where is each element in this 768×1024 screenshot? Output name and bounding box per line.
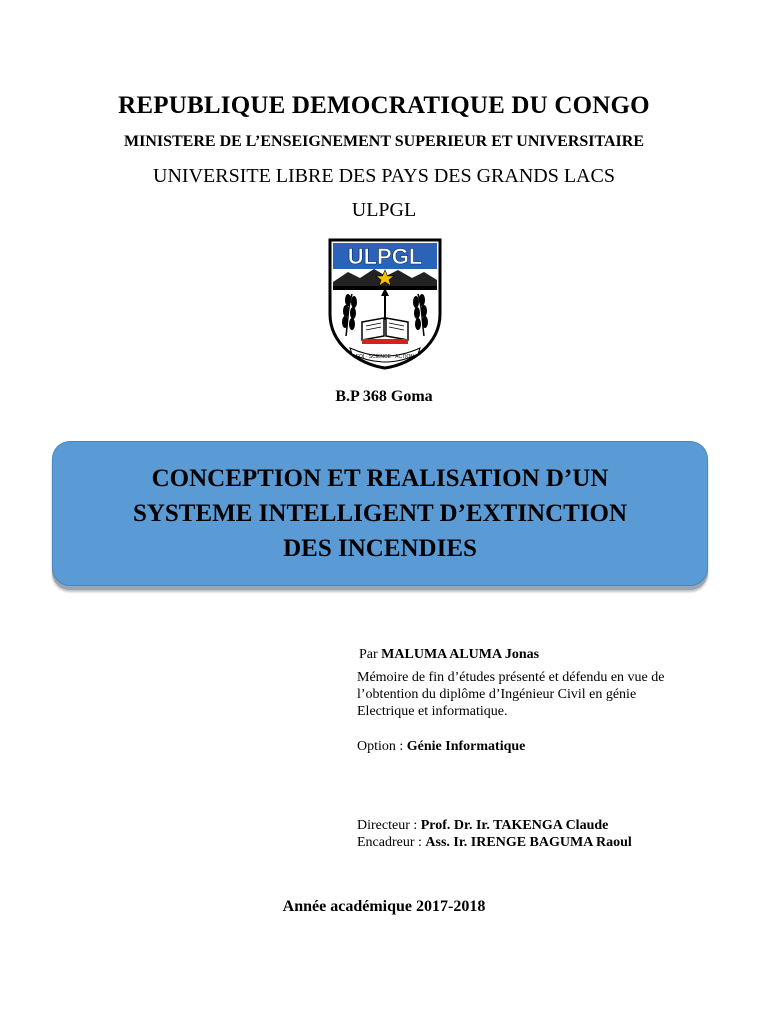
option-value: Génie Informatique bbox=[406, 739, 526, 754]
thesis-title-line-3: DES INCENDIES bbox=[283, 535, 477, 562]
supervisor-line bbox=[357, 834, 632, 851]
director-line bbox=[357, 817, 608, 834]
supervisor-label: Encadreur : bbox=[357, 835, 422, 850]
university-acronym: ULPGL bbox=[351, 199, 417, 221]
svg-text:ULPGL: ULPGL bbox=[347, 244, 423, 269]
university-name: UNIVERSITE LIBRE DES PAYS DES GRANDS LACS bbox=[153, 165, 615, 187]
director-label: Directeur : bbox=[357, 818, 418, 833]
university-logo bbox=[326, 236, 444, 370]
thesis-title-line-1: CONCEPTION ET REALISATION D’UN bbox=[151, 465, 609, 492]
ministry-heading: MINISTERE DE L’ENSEIGNEMENT SUPERIEUR ET UNIVERSITAIRE bbox=[124, 133, 644, 150]
thesis-description: Mémoire de fin d’études présenté et défendu en vue de l’obtention du diplôme d’Ingénieur Civil en génie Electrique et informatique. bbox=[357, 670, 665, 719]
author-line bbox=[359, 646, 539, 663]
supervisor-name: Ass. Ir. IRENGE BAGUMA Raoul bbox=[425, 835, 632, 850]
thesis-title-line-2: SYSTEME INTELLIGENT D’EXTINCTION bbox=[132, 500, 628, 527]
author-prefix: Par bbox=[359, 647, 378, 662]
postal-address: B.P 368 Goma bbox=[335, 388, 433, 405]
director-name: Prof. Dr. Ir. TAKENGA Claude bbox=[420, 818, 609, 833]
logo-motto: FOI · SCIENCE · ACTION bbox=[355, 354, 415, 360]
country-heading: REPUBLIQUE DEMOCRATIQUE DU CONGO bbox=[118, 92, 650, 119]
author-name: MALUMA ALUMA Jonas bbox=[381, 647, 540, 662]
thesis-title-box bbox=[52, 441, 708, 586]
option-label: Option : bbox=[357, 739, 404, 754]
option-line bbox=[357, 738, 525, 755]
academic-year: Année académique 2017-2018 bbox=[282, 898, 486, 915]
